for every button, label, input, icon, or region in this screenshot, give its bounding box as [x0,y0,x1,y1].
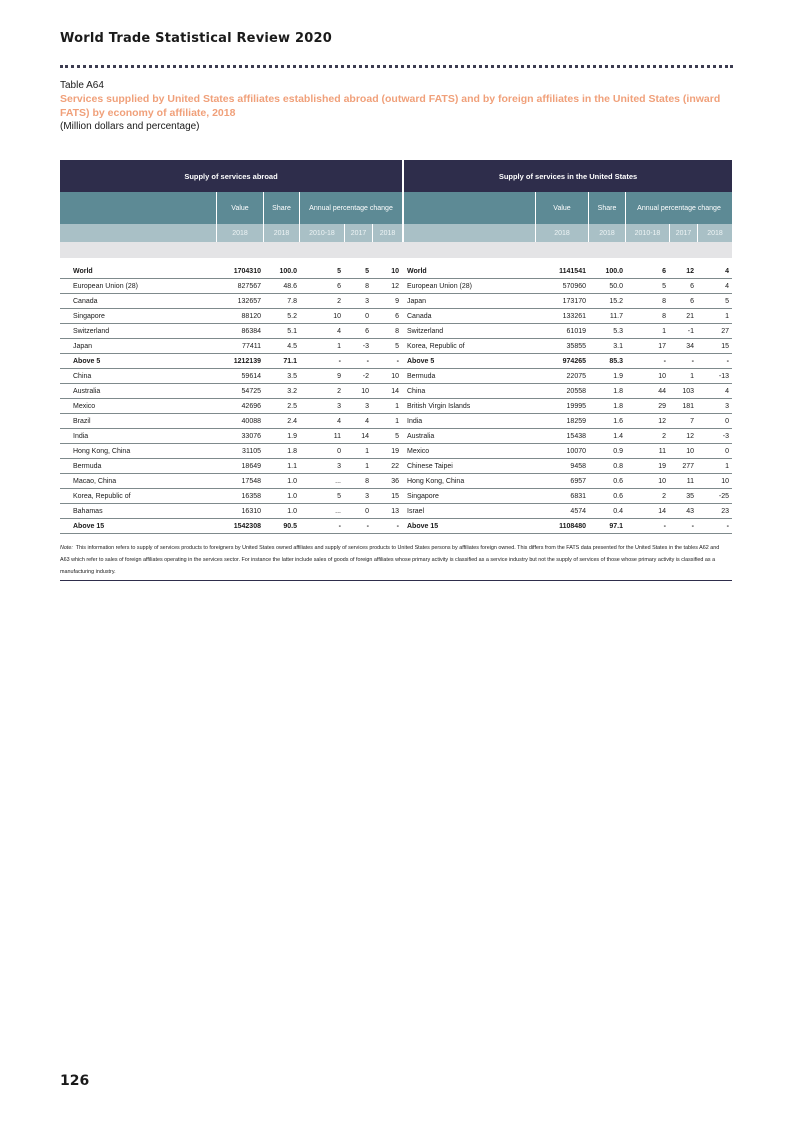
left-value-cell: 54725 [241,387,261,395]
left-value-cell: 132657 [237,297,261,305]
left-value-cell: 77411 [242,342,261,350]
left-economy-cell: Canada [73,297,98,305]
right-economy-cell: Chinese Taipei [407,462,453,470]
left-economy-cell: China [73,372,92,380]
right-change-2018-cell: 1 [725,312,729,320]
left-change-2017-cell: 8 [365,477,369,485]
col-share-left: Share [263,192,299,224]
left-economy-cell: Macao, China [73,477,117,485]
right-share-cell: 11.7 [609,312,623,320]
page-number: 126 [60,1073,90,1089]
right-change-2018-cell: 3 [725,402,729,410]
header-supply-us: Supply of services in the United States [498,171,638,181]
right-change-2018-cell: 27 [721,327,729,335]
right-economy-cell: Above 5 [407,357,435,365]
note-text: This information refers to supply of services products to foreigners by United States owned affiliates and supply of services products to United States persons by affiliates foreign owned. This differs from the FATS data presented for the United States in the tables A62 and A63 which refer to sales of foreign affiliates operating in the services sector. For instance the latter include sales of goods of foreign affiliates whose primary activity is classified as a service industry but not the supply of services of those whose primary activity is classified as a manufacturing industry. [60,545,720,575]
left-share-cell: 90.5 [283,522,297,530]
right-change-2017-cell: 6 [690,297,694,305]
left-change-2018-cell: 22 [391,462,399,470]
right-change-2018-cell: 1 [725,462,729,470]
right-share-cell: 0.6 [613,492,623,500]
year-value-left: 2018 [216,224,263,242]
left-change-2018-cell: 36 [391,477,399,485]
right-change-2017-cell: 181 [682,402,694,410]
right-change-2017-cell: 7 [690,417,694,425]
year-2017-right: 2017 [669,224,697,242]
left-share-cell: 1.9 [287,432,297,440]
right-value-cell: 61019 [566,327,586,335]
left-change-2018-cell: 5 [395,342,399,350]
left-share-cell: 1.1 [287,462,297,470]
table-row [60,369,732,384]
year-2018-right: 2018 [697,224,732,242]
left-share-cell: 2.4 [287,417,297,425]
table-row [60,339,732,354]
left-change-2017-cell: -2 [362,372,369,380]
year-value-right: 2018 [535,224,588,242]
left-change-2010-18-cell: 3 [337,402,341,410]
dotted-divider [60,65,733,68]
left-change-2018-cell: 14 [391,387,399,395]
left-share-cell: 2.5 [287,402,297,410]
right-change-2010-18-cell: 8 [662,297,666,305]
left-change-2018-cell: 8 [395,327,399,335]
right-value-cell: 133261 [562,312,586,320]
right-change-2018-cell: 10 [721,477,729,485]
right-change-2018-cell: -3 [722,432,729,440]
left-value-cell: 1542308 [233,522,261,530]
right-share-cell: 1.4 [613,432,623,440]
right-economy-cell: Bermuda [407,372,436,380]
left-change-2010-18-cell: 3 [337,462,341,470]
left-change-2018-cell: 1 [395,417,399,425]
left-change-2018-cell: - [396,522,399,530]
table-row [60,399,732,414]
left-change-2010-18-cell: - [338,357,341,365]
left-change-2018-cell: 6 [395,312,399,320]
year-2018-left: 2018 [372,224,402,242]
right-change-2017-cell: - [691,522,694,530]
right-value-cell: 570960 [562,282,586,290]
right-change-2010-18-cell: - [663,522,666,530]
right-change-2017-cell: 12 [686,432,694,440]
table-id: Table A64 [60,80,104,91]
right-value-cell: 18259 [566,417,586,425]
left-share-cell: 100.0 [279,267,297,275]
right-share-cell: 1.8 [613,402,623,410]
left-change-2017-cell: - [366,357,369,365]
right-change-2010-18-cell: 10 [658,372,666,380]
table-row [60,309,732,324]
year-range-left: 2010-18 [299,224,344,242]
year-share-right: 2018 [588,224,625,242]
left-change-2010-18-cell: 2 [337,297,341,305]
left-economy-cell: Australia [73,387,101,395]
left-change-2017-cell: 0 [365,312,369,320]
left-share-cell: 4.5 [287,342,297,350]
right-change-2018-cell: - [726,357,729,365]
left-economy-cell: Hong Kong, China [73,447,131,455]
right-economy-cell: British Virgin Islands [407,402,471,410]
left-economy-cell: Bermuda [73,462,102,470]
table-title: Services supplied by United States affiliates established abroad (outward FATS) and by foreign affiliates in the United States (inward FATS) by economy of affiliate, 2018 [60,93,721,119]
table-row [60,264,732,279]
table-row [60,459,732,474]
left-change-2010-18-cell: 0 [337,447,341,455]
col-annual-right: Annual percentage change [625,192,732,224]
right-share-cell: 0.8 [613,462,623,470]
left-change-2010-18-cell: 5 [337,267,341,275]
right-change-2010-18-cell: 2 [662,492,666,500]
left-value-cell: 40088 [241,417,261,425]
right-economy-cell: Korea, Republic of [407,342,465,350]
right-value-cell: 22075 [566,372,586,380]
left-change-2010-18-cell: 4 [337,327,341,335]
right-change-2010-18-cell: 8 [662,312,666,320]
left-value-cell: 42696 [241,402,261,410]
left-change-2010-18-cell: 10 [333,312,341,320]
left-share-cell: 3.2 [287,387,297,395]
right-value-cell: 173170 [562,297,586,305]
left-value-cell: 827567 [237,282,261,290]
table-row [60,324,732,339]
left-change-2017-cell: 6 [365,327,369,335]
left-change-2018-cell: 15 [391,492,399,500]
right-change-2010-18-cell: 6 [662,267,666,275]
left-economy-cell: World [73,267,93,275]
right-economy-cell: European Union (28) [407,282,472,290]
right-change-2017-cell: 21 [686,312,694,320]
right-economy-cell: China [407,387,426,395]
right-change-2018-cell: -13 [718,372,729,380]
left-change-2018-cell: - [396,357,399,365]
table-row [60,294,732,309]
table-row [60,489,732,504]
table-header-groups [60,160,732,192]
col-value-left: Value [216,192,263,224]
col-share-right: Share [588,192,625,224]
table-header-years [60,224,732,242]
left-economy-cell: European Union (28) [73,282,138,290]
left-change-2018-cell: 1 [395,402,399,410]
table-row [60,354,732,369]
table-row [60,279,732,294]
left-change-2017-cell: 14 [361,432,369,440]
table-row [60,429,732,444]
left-change-2018-cell: 10 [391,372,399,380]
left-value-cell: 1704310 [233,267,261,275]
left-economy-cell: Above 5 [73,357,101,365]
left-change-2017-cell: 4 [365,417,369,425]
left-value-cell: 31105 [242,447,261,455]
right-change-2010-18-cell: 17 [658,342,666,350]
right-change-2017-cell: 277 [682,462,694,470]
right-change-2018-cell: 23 [721,507,729,515]
right-share-cell: 0.6 [613,477,623,485]
right-change-2010-18-cell: - [663,357,666,365]
right-change-2017-cell: 11 [686,477,694,485]
left-value-cell: 16358 [241,492,261,500]
left-share-cell: 5.1 [287,327,297,335]
right-share-cell: 100.0 [605,267,623,275]
left-share-cell: 1.0 [287,492,297,500]
right-share-cell: 0.9 [613,447,623,455]
left-economy-cell: India [73,432,89,440]
right-share-cell: 50.0 [609,282,623,290]
header-supply-abroad: Supply of services abroad [184,171,278,181]
left-value-cell: 86384 [241,327,261,335]
left-change-2018-cell: 19 [391,447,399,455]
table-row [60,474,732,489]
right-value-cell: 6831 [570,492,586,500]
left-economy-cell: Above 15 [73,522,105,530]
left-change-2018-cell: 10 [391,267,399,275]
left-change-2018-cell: 13 [391,507,399,515]
left-change-2017-cell: 3 [365,492,369,500]
right-share-cell: 97.1 [609,522,623,530]
left-change-2017-cell: 0 [365,507,369,515]
right-value-cell: 9458 [570,462,586,470]
right-change-2018-cell: 4 [725,267,729,275]
right-share-cell: 1.9 [613,372,623,380]
right-economy-cell: Mexico [407,447,430,455]
left-change-2017-cell: 3 [365,402,369,410]
right-value-cell: 1108480 [559,522,586,530]
right-change-2017-cell: 35 [686,492,694,500]
left-share-cell: 48.6 [283,282,297,290]
right-value-cell: 4574 [570,507,586,515]
right-change-2010-18-cell: 12 [658,417,666,425]
right-economy-cell: World [407,267,427,275]
right-share-cell: 1.8 [613,387,623,395]
right-economy-cell: Japan [407,297,427,305]
left-change-2010-18-cell: ... [335,507,341,515]
right-economy-cell: Switzerland [407,327,444,335]
left-share-cell: 7.8 [287,297,297,305]
col-annual-left: Annual percentage change [299,192,402,224]
table-body [60,264,732,534]
right-change-2017-cell: 43 [686,507,694,515]
left-value-cell: 59614 [241,372,261,380]
right-change-2017-cell: 6 [690,282,694,290]
right-change-2018-cell: 0 [725,447,729,455]
right-change-2010-18-cell: 44 [658,387,666,395]
left-change-2017-cell: 1 [365,462,369,470]
table-row [60,414,732,429]
right-share-cell: 0.4 [613,507,623,515]
right-change-2010-18-cell: 1 [662,327,666,335]
table-row [60,519,732,534]
left-change-2010-18-cell: 6 [337,282,341,290]
right-change-2010-18-cell: 10 [658,477,666,485]
right-change-2018-cell: 0 [725,417,729,425]
left-value-cell: 17548 [241,477,261,485]
left-share-cell: 1.8 [287,447,297,455]
left-change-2018-cell: 12 [391,282,399,290]
right-value-cell: 974265 [562,357,586,365]
right-value-cell: 10070 [566,447,586,455]
right-value-cell: 1141541 [559,267,586,275]
left-change-2017-cell: 1 [365,447,369,455]
left-share-cell: 1.0 [287,477,297,485]
right-economy-cell: Australia [407,432,435,440]
left-value-cell: 18649 [241,462,261,470]
left-economy-cell: Mexico [73,402,96,410]
left-economy-cell: Japan [73,342,93,350]
col-value-right: Value [535,192,588,224]
table-note [60,542,732,578]
right-share-cell: 15.2 [609,297,623,305]
data-table [60,160,732,581]
left-economy-cell: Korea, Republic of [73,492,131,500]
right-change-2010-18-cell: 19 [658,462,666,470]
right-change-2010-18-cell: 11 [658,447,666,455]
right-value-cell: 20558 [566,387,586,395]
left-economy-cell: Switzerland [73,327,110,335]
left-change-2010-18-cell: 4 [337,417,341,425]
table-row [60,504,732,519]
right-economy-cell: Singapore [407,492,439,500]
left-economy-cell: Bahamas [73,507,103,515]
right-change-2010-18-cell: 29 [658,402,666,410]
left-share-cell: 5.2 [287,312,297,320]
publication-title: World Trade Statistical Review 2020 [60,31,332,46]
right-change-2017-cell: 103 [682,387,694,395]
left-economy-cell: Brazil [73,417,91,425]
right-change-2010-18-cell: 5 [662,282,666,290]
left-change-2010-18-cell: 2 [337,387,341,395]
right-economy-cell: India [407,417,423,425]
table-bottom-rule [60,580,732,581]
left-value-cell: 33076 [241,432,261,440]
right-change-2017-cell: 10 [686,447,694,455]
left-value-cell: 88120 [241,312,261,320]
right-change-2018-cell: 4 [725,282,729,290]
right-value-cell: 15438 [566,432,586,440]
right-change-2018-cell: 4 [725,387,729,395]
left-share-cell: 71.1 [283,357,297,365]
right-share-cell: 85.3 [609,357,623,365]
left-change-2017-cell: 8 [365,282,369,290]
left-change-2010-18-cell: 9 [337,372,341,380]
left-change-2010-18-cell: 5 [337,492,341,500]
right-economy-cell: Hong Kong, China [407,477,465,485]
table-header-columns [60,192,732,224]
table-unit: (Million dollars and percentage) [60,121,200,132]
left-change-2017-cell: -3 [362,342,369,350]
left-change-2018-cell: 9 [395,297,399,305]
left-change-2010-18-cell: - [338,522,341,530]
right-change-2018-cell: 15 [721,342,729,350]
right-change-2010-18-cell: 2 [662,432,666,440]
right-value-cell: 19995 [566,402,586,410]
left-change-2010-18-cell: 1 [337,342,341,350]
year-share-left: 2018 [263,224,299,242]
left-value-cell: 1212139 [233,357,261,365]
right-change-2017-cell: -1 [687,327,694,335]
table-row [60,444,732,459]
right-change-2010-18-cell: 14 [658,507,666,515]
table-row [60,384,732,399]
right-share-cell: 5.3 [613,327,623,335]
right-value-cell: 35855 [566,342,586,350]
left-share-cell: 3.5 [287,372,297,380]
right-share-cell: 3.1 [613,342,623,350]
left-change-2017-cell: 5 [365,267,369,275]
right-value-cell: 6957 [570,477,586,485]
right-change-2017-cell: 34 [686,342,694,350]
left-change-2010-18-cell: ... [335,477,341,485]
left-value-cell: 16310 [241,507,261,515]
left-economy-cell: Singapore [73,312,105,320]
right-economy-cell: Canada [407,312,432,320]
right-change-2017-cell: 1 [690,372,694,380]
right-change-2018-cell: - [726,522,729,530]
right-economy-cell: Israel [407,507,425,515]
left-change-2018-cell: 5 [395,432,399,440]
right-economy-cell: Above 15 [407,522,439,530]
year-range-right: 2010-18 [625,224,669,242]
right-change-2018-cell: 5 [725,297,729,305]
note-label: Note: [60,545,73,551]
left-change-2017-cell: - [366,522,369,530]
right-change-2018-cell: -25 [718,492,729,500]
left-change-2010-18-cell: 11 [333,432,341,440]
left-change-2017-cell: 10 [361,387,369,395]
year-2017-left: 2017 [344,224,372,242]
left-share-cell: 1.0 [287,507,297,515]
right-change-2017-cell: - [691,357,694,365]
left-change-2017-cell: 3 [365,297,369,305]
right-share-cell: 1.6 [613,417,623,425]
right-change-2017-cell: 12 [686,267,694,275]
